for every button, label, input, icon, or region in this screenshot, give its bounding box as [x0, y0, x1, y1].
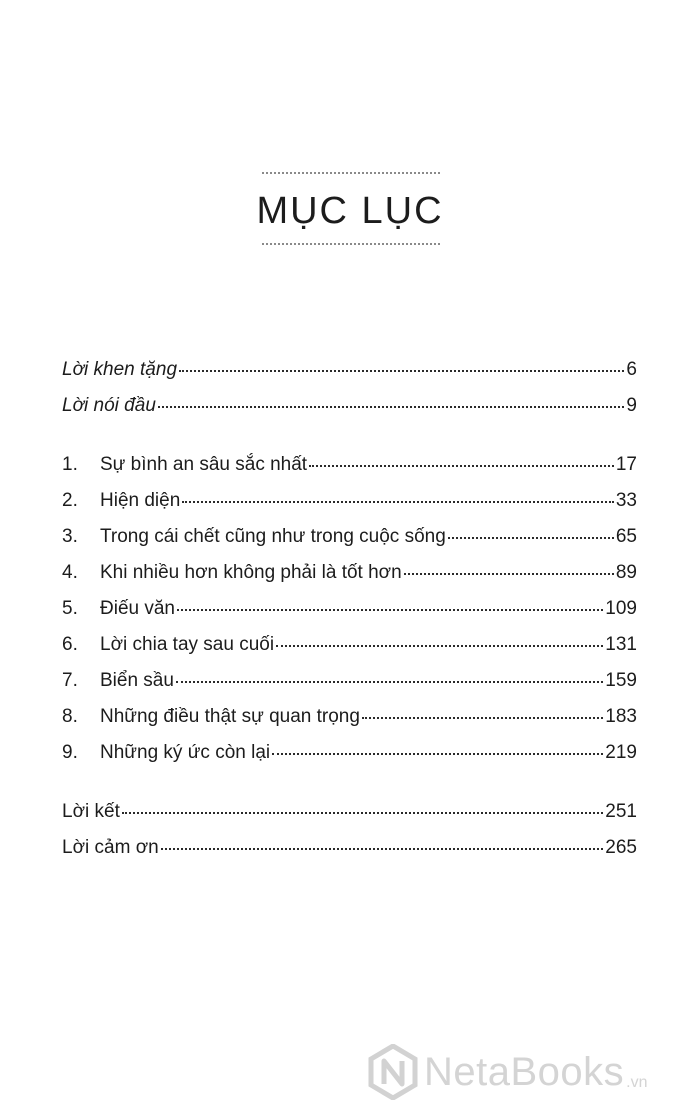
toc-entry-label: Biển sầu [100, 670, 174, 691]
toc-entry-page: 251 [605, 801, 637, 822]
title-dotline-top [262, 172, 440, 174]
dot-leader [122, 812, 603, 814]
toc-entry-page: 89 [615, 562, 637, 583]
dot-leader [177, 609, 603, 611]
toc-entry-label: Lời khen tặng [62, 359, 178, 380]
toc-entry-chapter-6 [62, 631, 637, 659]
toc-entry-label: Những điều thật sự quan trọng [100, 706, 360, 727]
dot-leader [276, 645, 603, 647]
chapter-number: 2. [62, 490, 78, 511]
dot-leader [272, 753, 603, 755]
dot-leader [309, 465, 614, 467]
toc-entry-chapter-2 [62, 487, 637, 515]
title-dotline-bottom [262, 243, 440, 245]
chapter-number: 8. [62, 706, 78, 727]
toc-entry-chapter-7 [62, 667, 637, 695]
chapter-number: 7. [62, 670, 78, 691]
chapter-number: 1. [62, 454, 78, 475]
toc-entry-page: 6 [626, 359, 637, 380]
page-title: MỤC LỤC [256, 190, 444, 232]
watermark-suffix: .vn [626, 1074, 648, 1091]
toc-entry-label: Trong cái chết cũng như trong cuộc sống [100, 526, 446, 547]
dot-leader [176, 681, 603, 683]
toc-entry-page: 109 [605, 598, 637, 619]
toc-entry-label: Lời chia tay sau cuối [100, 634, 275, 655]
toc-entry-label: Khi nhiều hơn không phải là tốt hơn [100, 562, 402, 583]
watermark [368, 1044, 648, 1100]
toc-entry-chapter-9 [62, 739, 637, 767]
netabooks-logo-icon [368, 1044, 418, 1100]
toc-entry-page: 159 [605, 670, 637, 691]
toc-entry-chapter-5 [62, 595, 637, 623]
toc-entry-chapter-8 [62, 703, 637, 731]
toc-entry-label: Sự bình an sâu sắc nhất [100, 454, 308, 475]
toc-entry-chapter-3 [62, 523, 637, 551]
toc-entry-page: 17 [615, 454, 637, 475]
chapter-number: 4. [62, 562, 78, 583]
toc-entry-chapter-1 [62, 451, 637, 479]
toc-entry-page: 219 [605, 742, 637, 763]
chapter-number: 3. [62, 526, 78, 547]
toc-entry-back-2 [62, 834, 637, 862]
toc-entry-page: 183 [605, 706, 637, 727]
dot-leader [161, 848, 604, 850]
dot-leader [448, 537, 614, 539]
toc-entry-front-1 [62, 356, 637, 384]
toc-entry-label: Hiện diện [100, 490, 181, 511]
toc-entry-label: Điếu văn [100, 598, 175, 619]
dot-leader [362, 717, 603, 719]
chapter-number: 6. [62, 634, 78, 655]
dot-leader [158, 406, 625, 408]
dot-leader [404, 573, 614, 575]
toc-entry-label: Lời kết [62, 801, 120, 822]
toc-entry-label: Những ký ức còn lại [100, 742, 271, 763]
toc-entry-page: 33 [615, 490, 637, 511]
chapter-number: 9. [62, 742, 78, 763]
dot-leader [179, 370, 624, 372]
toc-entry-page: 131 [605, 634, 637, 655]
toc-entry-back-1 [62, 798, 637, 826]
toc-entry-label: Lời nói đầu [62, 395, 156, 416]
toc-entry-page: 265 [605, 837, 637, 858]
toc-entry-chapter-4 [62, 559, 637, 587]
chapter-number: 5. [62, 598, 78, 619]
watermark-brand: NetaBooks [424, 1049, 625, 1094]
toc-entry-page: 9 [626, 395, 637, 416]
toc-entry-label: Lời cảm ơn [62, 837, 159, 858]
toc-entry-page: 65 [615, 526, 637, 547]
dot-leader [182, 501, 614, 503]
toc-entry-front-2 [62, 392, 637, 420]
